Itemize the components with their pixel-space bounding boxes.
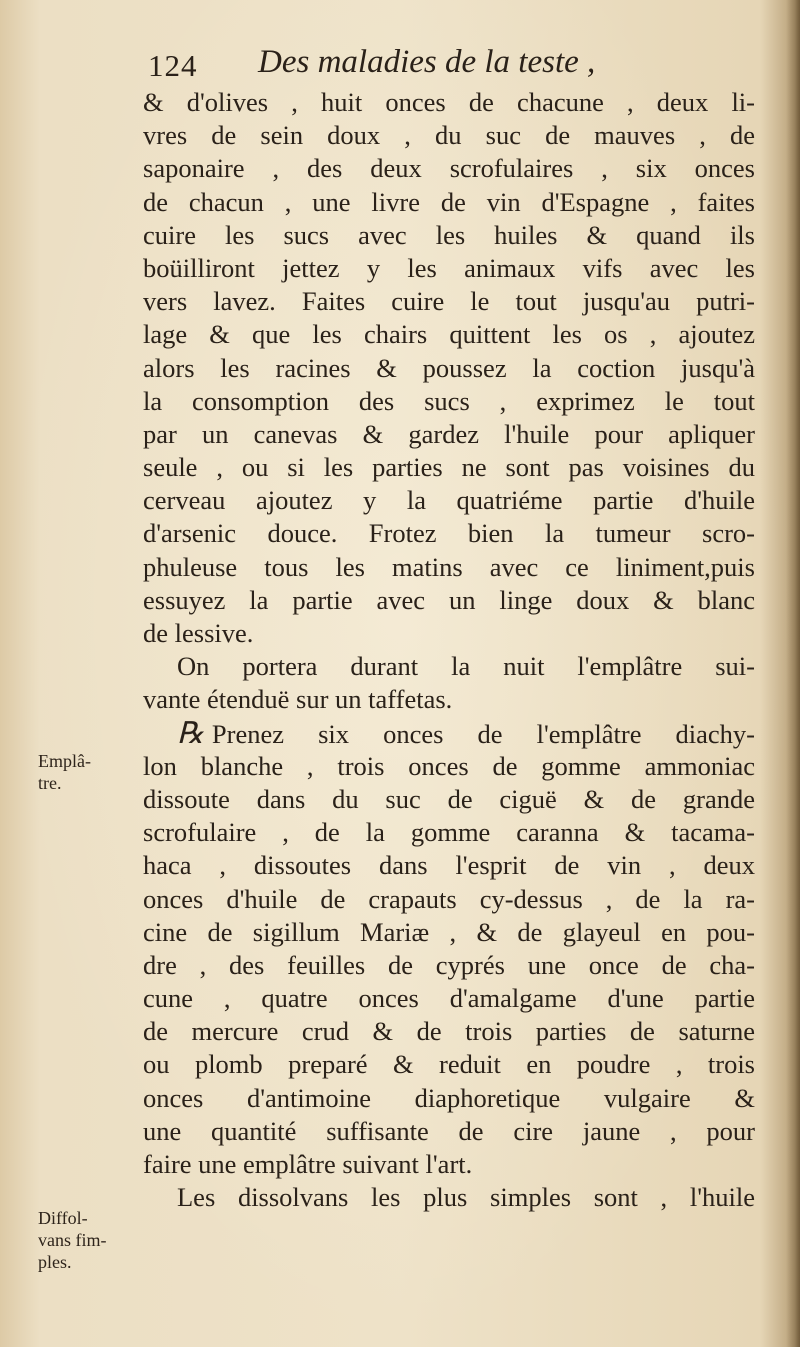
text-line: Les dissolvans les plus simples sont , l'huile [177,1182,755,1213]
text-line: lon blanche , trois onces de gomme ammoniac [143,750,755,781]
text-line: essuyez la partie avec un linge doux & blanc [143,584,755,615]
text-line: cuire les sucs avec les huiles & quand ils [143,219,755,250]
text-line: vante étenduë sur un taffetas. [143,684,453,715]
text-line: onces d'antimoine diaphoretique vulgaire & [143,1082,755,1113]
text-line: lage & que les chairs quittent les os , ajoutez [143,319,755,350]
body-text [143,86,755,1214]
text-line: onces d'huile de crapauts cy-dessus , de la ra- [143,883,755,914]
text-line: scrofulaire , de la gomme caranna & tacama- [143,817,755,848]
text-line: dre , des feuilles de cyprés une once de cha- [143,949,755,980]
margin-note-line: Emplâ- [38,751,91,771]
recipe-text: Prenez six onces de l'emplâtre diachy- [211,718,755,749]
text-line: faire une emplâtre suivant l'art. [143,1149,473,1179]
recipe-symbol: ℞ [177,716,204,750]
recipe-line [143,717,755,750]
text-line: d'arsenic douce. Frotez bien la tumeur scro- [143,518,755,549]
page-number: 124 [148,48,198,83]
margin-note-line: Diffol- [38,1208,88,1228]
text-line: seule , ou si les parties ne sont pas voisines du [143,452,755,483]
text-line: ou plomb preparé & reduit en poudre , trois [143,1049,755,1080]
text-line: la consomption des sucs , exprimez le tout [143,385,755,416]
text-line: & d'olives , huit onces de chacune , deux li- [143,87,755,117]
text-line: phuleuse tous les matins avec ce liniment,puis [143,551,755,582]
margin-note-line: vans fim- [38,1230,107,1250]
text-line: saponaire , des deux scrofulaires , six onces [143,153,755,184]
text-line: de chacun , une livre de vin d'Espagne , faites [143,186,755,217]
margin-note-emplatre [38,750,91,794]
text-line: haca , dissoutes dans l'esprit de vin , deux [143,850,755,881]
margin-note-dissolvans [38,1207,106,1273]
text-line: cune , quatre onces d'amalgame d'une partie [143,983,755,1014]
margin-note-line: ples. [38,1252,72,1272]
text-line: alors les racines & poussez la coction jusqu'à [143,352,755,383]
text-line: de lessive. [143,618,254,648]
text-line: On portera durant la nuit l'emplâtre sui- [177,651,755,682]
text-line: cerveau ajoutez y la quatriéme partie d'huile [143,485,755,516]
text-line: par un canevas & gardez l'huile pour apliquer [143,418,755,449]
text-line: boüilliront jettez y les animaux vifs avec les [143,252,755,283]
text-line: vers lavez. Faites cuire le tout jusqu'au putri- [143,286,755,317]
text-line: de mercure crud & de trois parties de saturne [143,1016,755,1047]
margin-note-line: tre. [38,773,62,793]
text-line: cine de sigillum Mariæ , & de glayeul en pou- [143,916,755,947]
running-title: Des maladies de la teste , [258,44,596,80]
text-line: vres de sein doux , du suc de mauves , de [143,120,755,151]
page-header [140,44,660,84]
text-line: une quantité suffisante de cire jaune , pour [143,1115,755,1146]
text-line: dissoute dans du suc de ciguë & de grande [143,783,755,814]
page-spine-shadow [786,0,800,1347]
